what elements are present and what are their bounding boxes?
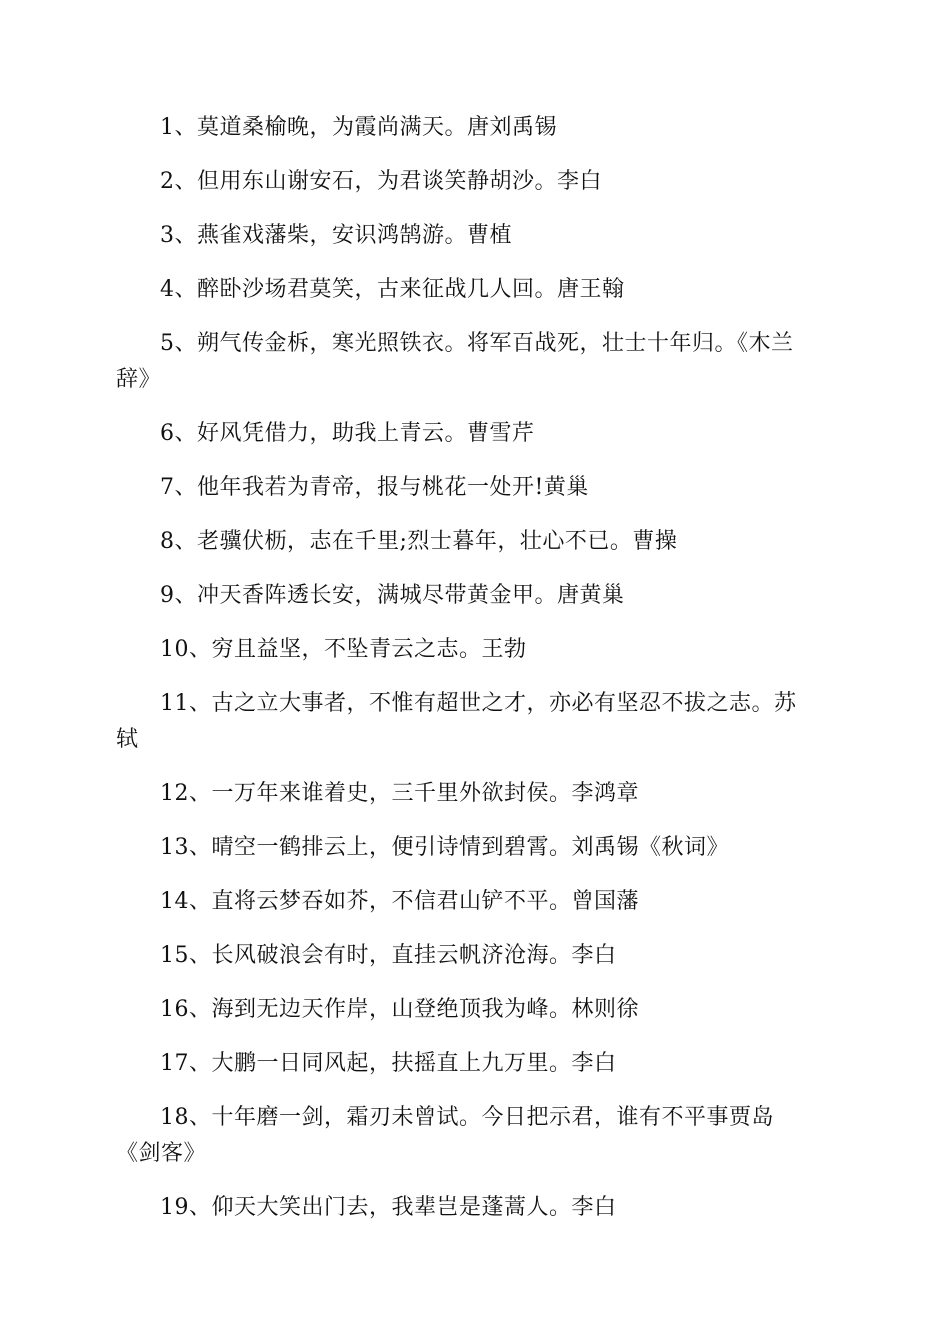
quote-item-5: 5、朔气传金柝，寒光照铁衣。将军百战死，壮士十年归。《木兰辞》 [116, 331, 794, 392]
quote-item-9: 9、冲天香阵透长安，满城尽带黄金甲。唐黄巢 [160, 583, 625, 608]
document-body [116, 110, 816, 1244]
quote-item-7: 7、他年我若为青帝，报与桃花一处开!黄巢 [160, 475, 589, 500]
quote-item-2: 2、但用东山谢安石，为君谈笑静胡沙。李白 [160, 169, 602, 194]
quote-item-1: 1、莫道桑榆晚，为霞尚满天。唐刘禹锡 [160, 115, 557, 140]
quote-item-6: 6、好风凭借力，助我上青云。曹雪芹 [160, 421, 535, 446]
quote-item-17: 17、大鹏一日同风起，扶摇直上九万里。李白 [160, 1051, 617, 1076]
quote-item-3: 3、燕雀戏藩柴，安识鸿鹄游。曹植 [160, 223, 512, 248]
quote-item-4: 4、醉卧沙场君莫笑，古来征战几人回。唐王翰 [160, 277, 625, 302]
quote-item-10: 10、穷且益坚，不坠青云之志。王勃 [160, 637, 527, 662]
quote-item-19: 19、仰天大笑出门去，我辈岂是蓬蒿人。李白 [160, 1195, 617, 1220]
quote-item-16: 16、海到无边天作岸，山登绝顶我为峰。林则徐 [160, 997, 639, 1022]
quote-item-12: 12、一万年来谁着史，三千里外欲封侯。李鸿章 [160, 781, 639, 806]
quote-item-11: 11、古之立大事者，不惟有超世之才，亦必有坚忍不拔之志。苏轼 [116, 691, 797, 752]
quote-item-13: 13、晴空一鹤排云上，便引诗情到碧霄。刘禹锡《秋词》 [160, 835, 729, 860]
quote-item-14: 14、直将云梦吞如芥，不信君山铲不平。曾国藩 [160, 889, 639, 914]
quote-item-8: 8、老骥伏枥，志在千里;烈士暮年，壮心不已。曹操 [160, 529, 678, 554]
quote-item-18: 18、十年磨一剑，霜刃未曾试。今日把示君，谁有不平事贾岛《剑客》 [116, 1105, 774, 1166]
quote-item-15: 15、长风破浪会有时，直挂云帆济沧海。李白 [160, 943, 617, 968]
